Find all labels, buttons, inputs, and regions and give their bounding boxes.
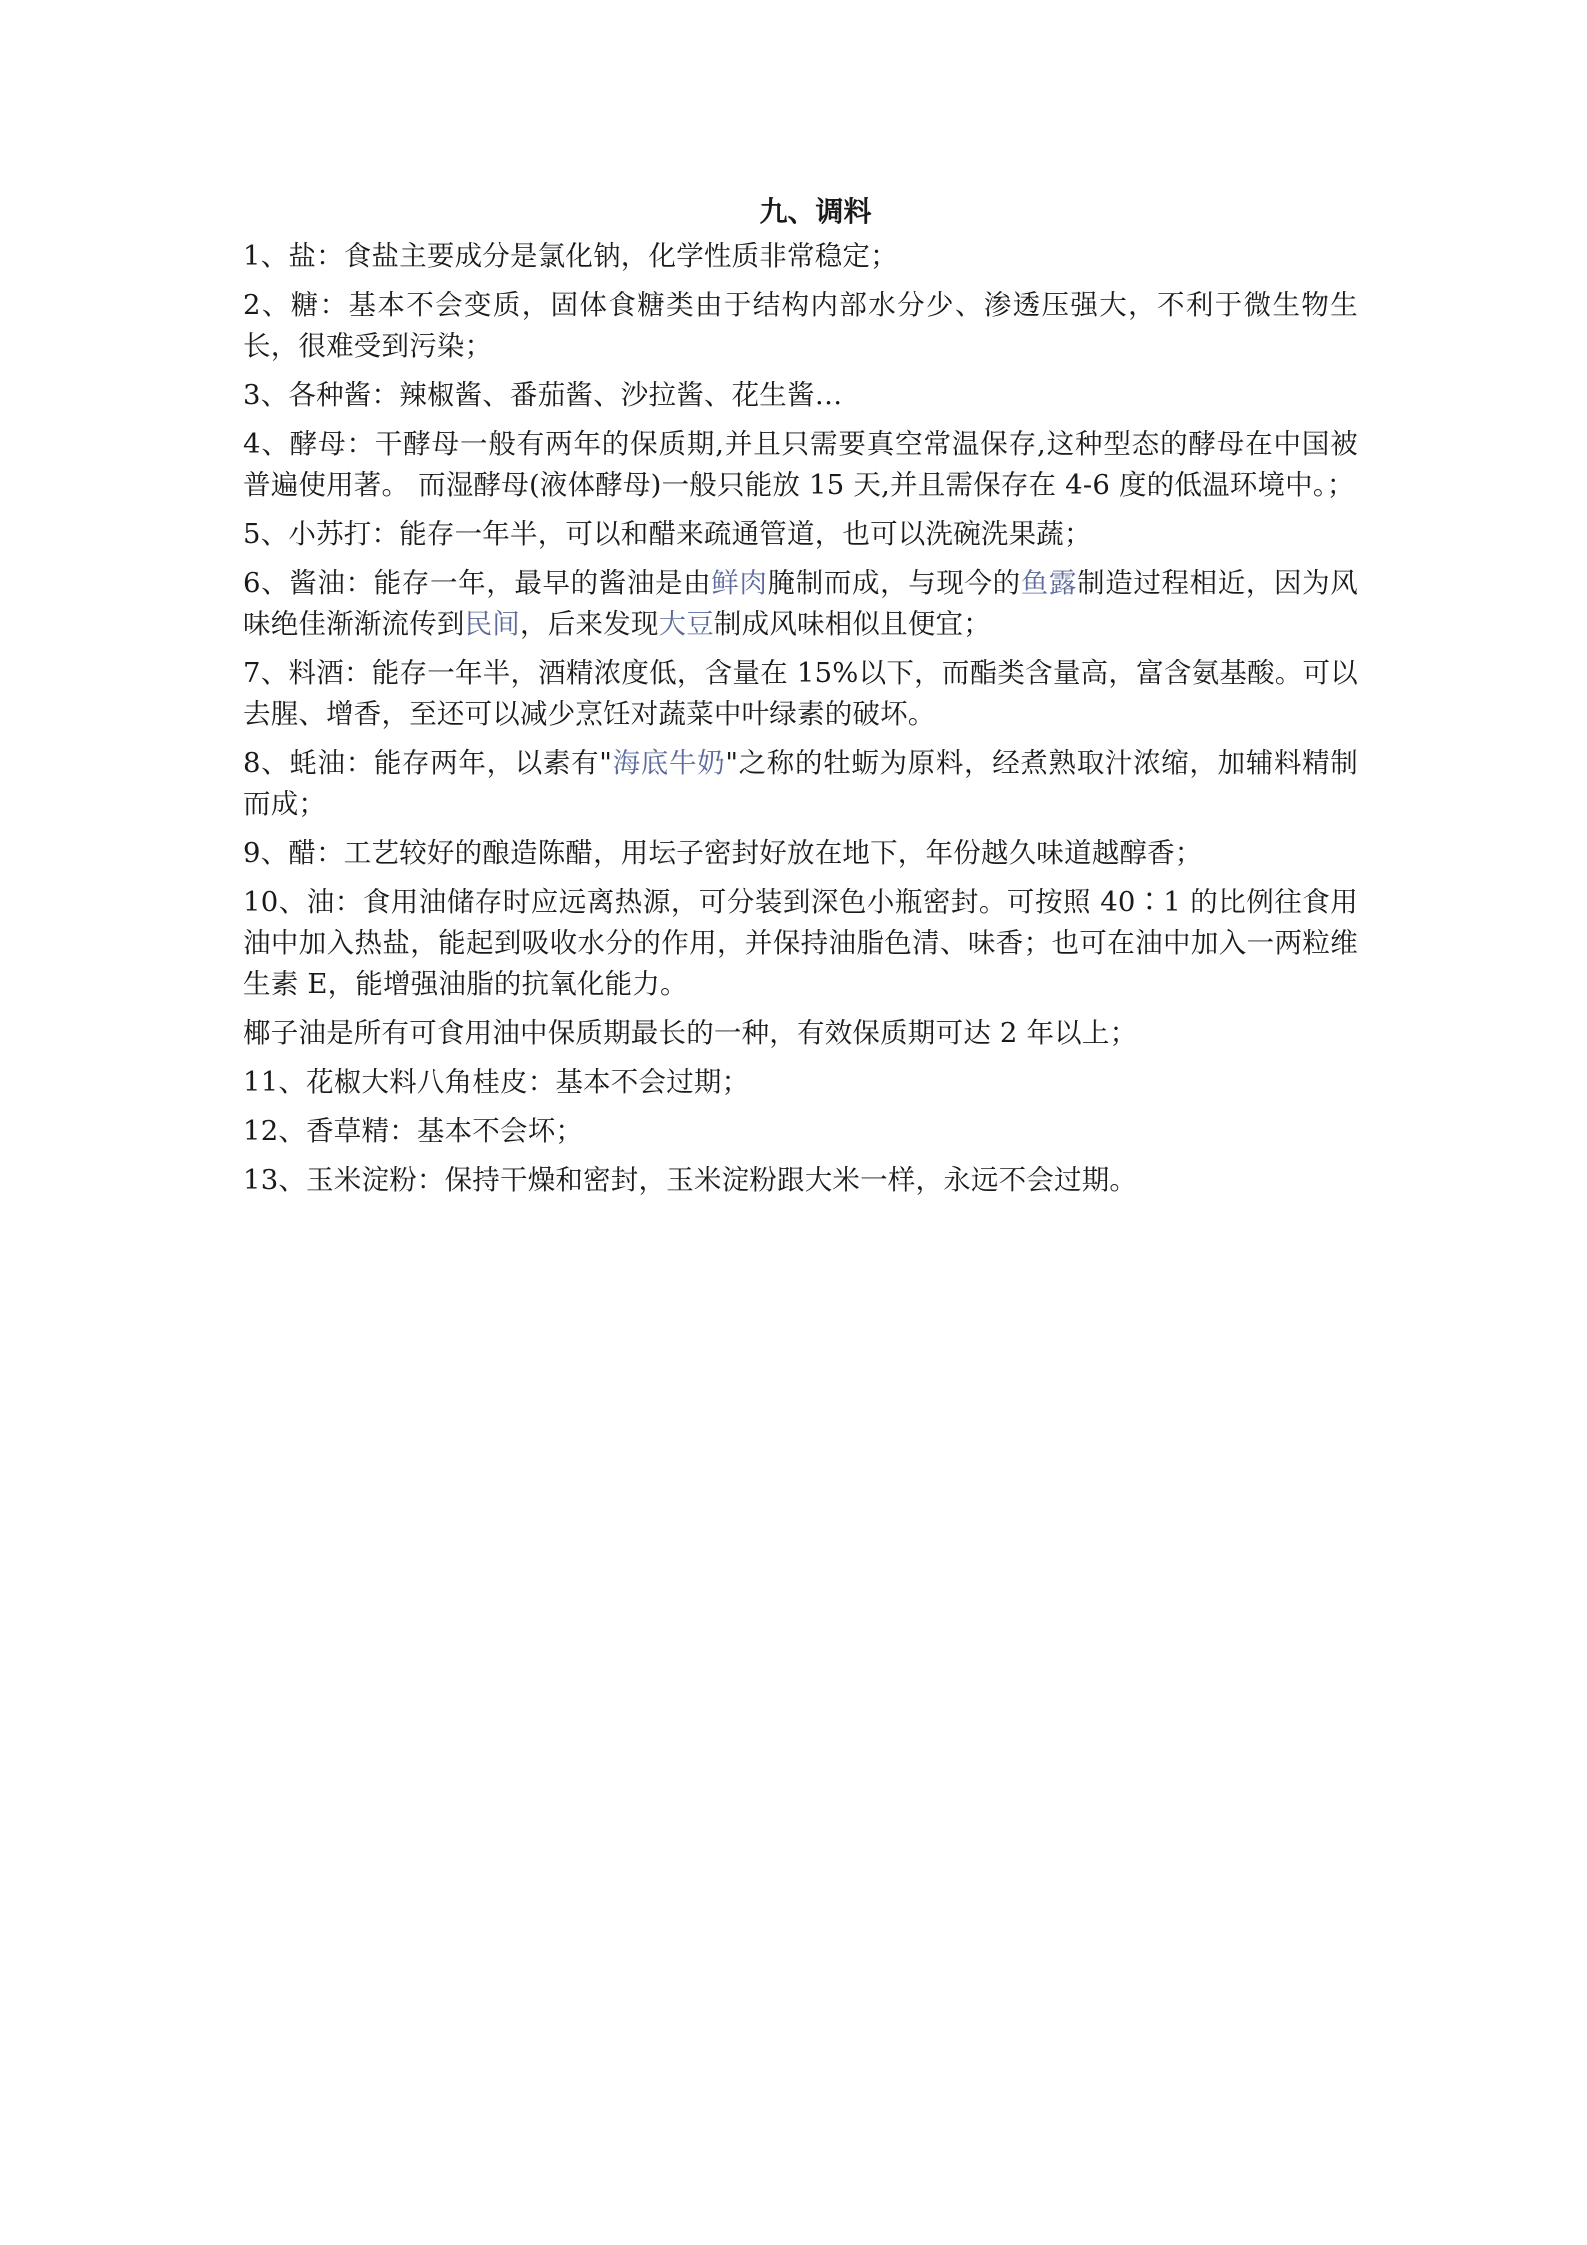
inline-link[interactable]: 鲜肉 [711, 567, 768, 599]
paragraph-text: 9、醋：工艺较好的酿造陈醋，用坛子密封好放在地下，年份越久味道越醇香； [243, 837, 1203, 869]
paragraph-text: 7、料酒：能存一年半，酒精浓度低，含量在 15%以下，而酯类含量高，富含氨基酸。可以去腥、增香，至还可以减少烹饪对蔬菜中叶绿素的破坏。 [243, 657, 1358, 730]
paragraph-text: 2、糖：基本不会变质，固体食糖类由于结构内部水分少、渗透压强大，不利于微生物生长，很难受到污染； [243, 289, 1358, 362]
section-title: 九、调料 [759, 195, 872, 228]
paragraph-text: 4、酵母：干酵母一般有两年的保质期,并且只需要真空常温保存,这种型态的酵母在中国被普遍使用著。 而湿酵母(液体酵母)一般只能放 15 天,并且需保存在 4-6 度的低温环境中。； [243, 428, 1358, 501]
paragraph-9 [243, 833, 1358, 874]
paragraph-text: 制造过程相近，因为风味绝佳渐渐流传到 [243, 567, 1358, 640]
paragraph-text: 11、花椒大料八角桂皮：基本不会过期； [243, 1066, 750, 1098]
document-body [243, 192, 1358, 1209]
paragraph-3 [243, 375, 1358, 416]
paragraph-text: "之称的牡蛎为原料，经煮熟取汁浓缩，加辅料精制而成； [243, 747, 1359, 820]
inline-link[interactable]: 大豆 [658, 608, 714, 640]
paragraph-text: 1、盐：食盐主要成分是氯化钠，化学性质非常稳定； [243, 240, 898, 272]
paragraph-list [243, 236, 1358, 1201]
paragraph-11 [243, 1013, 1358, 1054]
paragraph-text: 13、玉米淀粉：保持干燥和密封，玉米淀粉跟大米一样，永远不会过期。 [243, 1164, 1138, 1196]
paragraph-6 [243, 563, 1358, 645]
paragraph-text: 10、油：食用油储存时应远离热源，可分装到深色小瓶密封。可按照 40∶1 的比例往食用油中加入热盐，能起到吸收水分的作用，并保持油脂色清、味香；也可在油中加入一两粒维生素 E，能增强油脂的抗氧化能力。 [243, 886, 1358, 1000]
paragraph-4 [243, 424, 1358, 506]
paragraph-text: 制成风味相似且便宜； [713, 608, 991, 640]
paragraph-1 [243, 236, 1358, 277]
inline-link[interactable]: 鱼露 [1020, 567, 1078, 599]
paragraph-text: 腌制而成，与现今的 [767, 567, 1021, 599]
paragraph-14 [243, 1160, 1358, 1201]
paragraph-text: 椰子油是所有可食用油中保质期最长的一种，有效保质期可达 2 年以上； [243, 1017, 1138, 1049]
paragraph-8 [243, 743, 1358, 825]
paragraph-text: 5、小苏打：能存一年半，可以和醋来疏通管道，也可以洗碗洗果蔬； [243, 518, 1092, 550]
paragraph-text: 6、酱油：能存一年，最早的酱油是由 [243, 567, 712, 599]
paragraph-13 [243, 1111, 1358, 1152]
paragraph-12 [243, 1062, 1358, 1103]
paragraph-text: 8、蚝油：能存两年，以素有" [243, 747, 613, 779]
paragraph-text: ，后来发现 [520, 608, 659, 640]
paragraph-5 [243, 514, 1358, 555]
paragraph-10 [243, 882, 1358, 1005]
paragraph-2 [243, 285, 1358, 367]
paragraph-text: 3、各种酱：辣椒酱、番茄酱、沙拉酱、花生酱… [243, 379, 843, 411]
inline-link[interactable]: 民间 [464, 608, 521, 640]
paragraph-7 [243, 653, 1358, 735]
paragraph-text: 12、香草精：基本不会坏； [243, 1115, 584, 1147]
inline-link[interactable]: 海底牛奶 [612, 747, 726, 779]
